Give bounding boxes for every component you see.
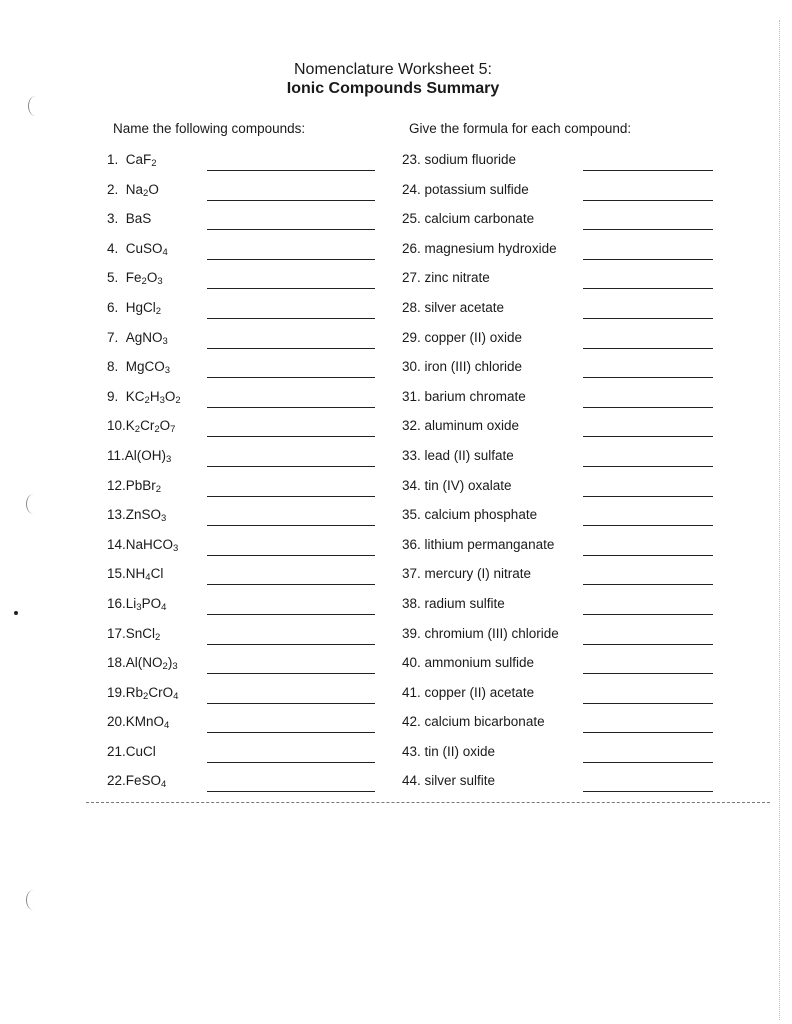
formula-label: 6. HgCl$_2$ (107, 299, 162, 317)
compound-name-label: 33. lead (II) sulfate (402, 447, 514, 463)
answer-blank[interactable] (207, 791, 375, 792)
answer-blank[interactable] (207, 703, 375, 704)
answer-blank[interactable] (207, 762, 375, 763)
formula-label: 4. CuSO$_4$ (107, 240, 168, 258)
compound-name-label: 35. calcium phosphate (402, 507, 538, 523)
formula-label: $16.Li_3PO_4$ (107, 595, 167, 613)
formula-label: $15.NH_4Cl$ (107, 566, 164, 584)
question-number: 22. (107, 773, 126, 789)
formula-label: 9. $KC_2H_3O_2$ (107, 388, 181, 406)
compound-name-label: 23. sodium fluoride (402, 152, 517, 167)
question-number: 16. (107, 595, 126, 611)
answer-blank[interactable] (583, 496, 713, 497)
question-number: 8. (107, 359, 126, 375)
question-number: 9. (107, 388, 126, 404)
binder-hole-mark (26, 890, 41, 910)
compound-name-label: 28. silver acetate (402, 299, 505, 315)
question-number: 7. (107, 329, 126, 345)
answer-blank[interactable] (207, 496, 375, 497)
compound-name-label: 44. silver sulfite (402, 773, 496, 789)
formula-label: $10.K_2Cr_2O_7$ (107, 418, 176, 436)
answer-blank[interactable] (583, 436, 713, 437)
answer-blank[interactable] (207, 259, 375, 260)
answer-blank[interactable] (207, 288, 375, 289)
formula-label: $19.Rb_2CrO_4$ (107, 684, 179, 702)
answer-blank[interactable] (207, 673, 375, 674)
compound-name-label: 26. magnesium hydroxide (402, 240, 557, 256)
answer-blank[interactable] (583, 170, 713, 171)
answer-blank[interactable] (207, 229, 375, 230)
question-number: 15. (107, 566, 126, 582)
compound-name-label: 31. barium chromate (402, 388, 526, 404)
formula-label: 17.SnCl$_2$ (107, 625, 161, 643)
question-number: 14. (107, 536, 126, 552)
answer-blank[interactable] (583, 584, 713, 585)
answer-blank[interactable] (583, 762, 713, 763)
formula-label: 14.NaHCO$_3$ (107, 536, 179, 554)
answer-blank[interactable] (583, 259, 713, 260)
compound-name-label: 41. copper (II) acetate (402, 684, 535, 700)
question-number: 6. (107, 299, 126, 315)
formula-label: 7. AgNO$_3$ (107, 329, 168, 347)
answer-blank[interactable] (207, 318, 375, 319)
answer-blank[interactable] (583, 229, 713, 230)
formula-label: 13.ZnSO$_3$ (107, 507, 167, 525)
answer-blank[interactable] (583, 732, 713, 733)
answer-blank[interactable] (583, 200, 713, 201)
question-number: 13. (107, 507, 126, 523)
answer-blank[interactable] (583, 377, 713, 378)
question-number: 19. (107, 684, 126, 700)
compound-name-label: 25. calcium carbonate (402, 211, 535, 227)
formula-label: 5. $Fe_2O_3$ (107, 270, 163, 288)
formula-label: 3. BaS (107, 211, 152, 227)
answer-blank[interactable] (207, 644, 375, 645)
answer-blank[interactable] (583, 791, 713, 792)
left-column-header: Name the following compounds: (113, 121, 306, 136)
scan-edge (779, 20, 780, 1020)
answer-blank[interactable] (583, 348, 713, 349)
compound-name-label: 37. mercury (I) nitrate (402, 566, 532, 582)
answer-blank[interactable] (207, 348, 375, 349)
binder-hole-mark (28, 96, 43, 116)
compound-name-label: 36. lithium permanganate (402, 536, 555, 552)
formula-label: $18.Al(NO_2)_3$ (107, 655, 178, 673)
question-number: 21. (107, 743, 126, 759)
formula-label: 12.PbBr$_2$ (107, 477, 162, 495)
compound-name-label: 40. ammonium sulfide (402, 655, 535, 671)
formula-label: 2. $Na_2O$ (107, 181, 159, 199)
compound-name-label: 39. chromium (III) chloride (402, 625, 559, 641)
answer-blank[interactable] (583, 318, 713, 319)
binder-hole-mark (26, 494, 41, 514)
compound-name-label: 30. iron (III) chloride (402, 359, 523, 375)
worksheet-title: Nomenclature Worksheet 5: (293, 61, 492, 78)
worksheet-subtitle: Ionic Compounds Summary (286, 80, 500, 97)
answer-blank[interactable] (207, 466, 375, 467)
compound-name-label: 24. potassium sulfide (402, 181, 529, 197)
answer-blank[interactable] (583, 407, 713, 408)
answer-blank[interactable] (583, 555, 713, 556)
formula-label: $11.Al(OH)_3$ (107, 447, 172, 465)
answer-blank[interactable] (583, 703, 713, 704)
answer-blank[interactable] (207, 584, 375, 585)
answer-blank[interactable] (583, 614, 713, 615)
question-number: 17. (107, 625, 126, 641)
compound-name-label: 42. calcium bicarbonate (402, 714, 545, 730)
question-number: 18. (107, 655, 126, 671)
compound-name-label: 29. copper (II) oxide (402, 329, 523, 345)
answer-blank[interactable] (207, 555, 375, 556)
answer-blank[interactable] (207, 377, 375, 378)
answer-blank[interactable] (583, 525, 713, 526)
answer-blank[interactable] (207, 436, 375, 437)
compound-name-label: 38. radium sulfite (402, 595, 505, 611)
formula-label: 1. CaF$_2$ (107, 152, 157, 169)
answer-blank[interactable] (583, 644, 713, 645)
question-number: 5. (107, 270, 126, 286)
right-column-header: Give the formula for each compound: (409, 121, 632, 136)
question-number: 4. (107, 240, 126, 256)
answer-blank[interactable] (207, 732, 375, 733)
compound-name-label: 27. zinc nitrate (402, 270, 490, 286)
compound-name-label: 32. aluminum oxide (402, 418, 520, 434)
question-number: 11. (107, 447, 125, 463)
answer-blank[interactable] (583, 288, 713, 289)
answer-blank[interactable] (207, 170, 375, 171)
answer-blank[interactable] (207, 525, 375, 526)
answer-blank[interactable] (583, 673, 713, 674)
question-number: 12. (107, 477, 126, 493)
question-number: 20. (107, 714, 126, 730)
formula-label: 22.FeSO$_4$ (107, 773, 167, 791)
compound-name-label: 34. tin (IV) oxalate (402, 477, 512, 493)
formula-label: 20.KMnO$_4$ (107, 714, 170, 732)
scan-speck (14, 611, 18, 615)
answer-blank[interactable] (207, 200, 375, 201)
formula-label: 21.CuCl (107, 743, 156, 759)
divider-line (86, 802, 770, 803)
answer-blank[interactable] (583, 466, 713, 467)
formula-label: 8. MgCO$_3$ (107, 359, 171, 377)
question-number: 1. (107, 152, 126, 167)
question-number: 10. (107, 418, 126, 434)
question-number: 3. (107, 211, 126, 227)
answer-blank[interactable] (207, 614, 375, 615)
question-number: 2. (107, 181, 126, 197)
compound-name-label: 43. tin (II) oxide (402, 743, 496, 759)
answer-blank[interactable] (207, 407, 375, 408)
